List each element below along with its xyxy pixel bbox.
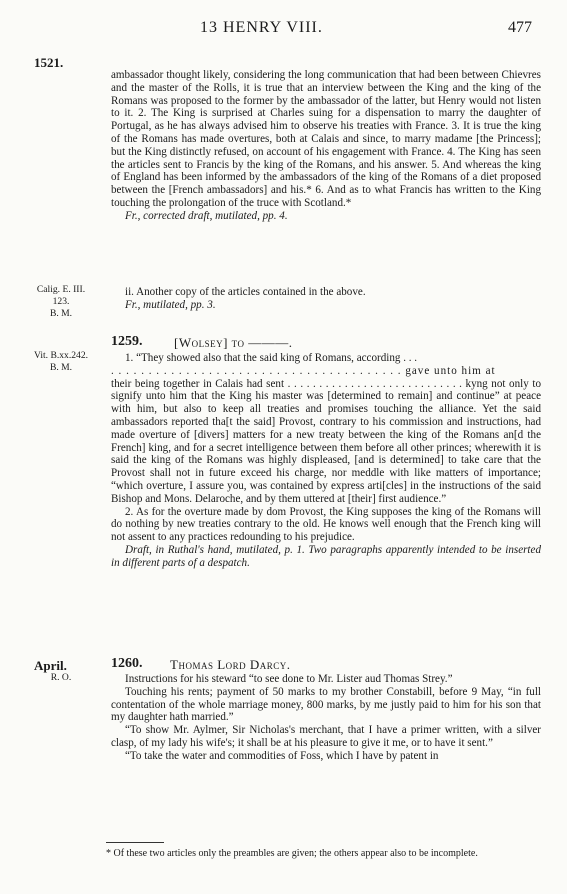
entry-1259-body [111, 352, 541, 570]
margin-year-1521: 1521. [34, 55, 64, 70]
paragraph-text: “To show Mr. Aylmer, Sir Nicholas's merchant, that I have a primer written, with a silver clasp, of my lady his wife's; it shall be at his pleasure to give it me, or to have it sent.” [111, 724, 541, 749]
paragraph-line: 1. “They showed also that the said king of Romans, according . . . [125, 352, 418, 364]
paragraph-line: . . . . . . . . . . . . . . . . . . . . . . . . . . . . . . . . . . . . . . . gave unto him at [111, 364, 496, 377]
footnote: * Of these two articles only the preambles are given; the others appear also to be incomplete. [106, 848, 478, 859]
manuscript-reference [26, 350, 96, 374]
entry-heading-1260: Thomas Lord Darcy. [170, 657, 291, 672]
manuscript-reference [26, 284, 96, 320]
copy-note-block [111, 286, 541, 312]
paragraph-text: 2. As for the overture made by dom Provost, the King supposes the king of the Romans will do nothing by new treaties contrary to the old. He knows well enough that the French king will not assent to any practices redounding to his prejudice. [111, 505, 541, 544]
copy-note-text: ii. Another copy of the articles contained in the above. [125, 286, 366, 298]
continuation-paragraph [111, 69, 541, 223]
paragraph-text: their being together in Calais had sent . . . . . . . . . . . . . . . . . . . . . . . . . . . . kyng not only to signify unto him that the King his master was [determined to remain] and continue” at peace with him, but also to keep all treaties and promises touching the alliance. Yet the said ambassadors reported tha[t the said] Provost, contrary to his commission and instructions, had made overture of [divers] matters for a new treaty between the king of the Romans an[d the French] king, and for a secret intelligence between them before all other princes; wherewith it is said the king of the Romans was highly displeased, [and is determined] to take care that the Provost shall not in future exceed his charge, nor meddle with like matters of importance; “which overture, I assure you, was contained by express arti[cles] in the instructions of the said Bishop and Mons. Delaroche, and by them uttered at [their] first audience.” [111, 377, 541, 505]
running-header-title: 13 HENRY VIII. [200, 19, 323, 36]
page-number: 477 [508, 19, 532, 36]
paragraph-text: Touching his rents; payment of 50 marks to my brother Constabill, before 9 May, “in full contentation of the whole marriage money, 800 marks, by me justly paid to him for his son that my daughter hath married.” [111, 685, 541, 724]
paragraph-text: ambassador thought likely, considering the long communication that had been between Chievres and the master of the Rolls, it is true that an interview between the King and the king of the Romans was proposed to the former by the ambassador of the latter, but Henry would not listen to it. 2. The King is surprised at Charles suing for a dispensation to marry the daughter of Portugal, as he has always advised him to observe his treaties with France. 3. It is true the king of the Romans has made overtures, both at Calais and since, to marry madame [the Princess]; but the King distinctly refused, on account of his engagement with France. 4. The King has seen the articles sent to Francis by the king of the Romans, and his answer. 5. And whereas the king of England has been informed by the ambassadors of the king of the Romans of a diet proposed between the [French ambassadors] and his.* 6. And as to what Francis has written to the King touching the prolongation of the truce with Scotland.* [111, 69, 541, 209]
paragraph-text: Instructions for his steward “to see done to Mr. Lister aud Thomas Strey.” [125, 673, 453, 685]
reference-line: 123. [52, 296, 70, 307]
entry-1260-body [111, 673, 541, 763]
reference-line: Calig. E. III. [36, 284, 86, 295]
source-note: Fr., corrected draft, mutilated, pp. 4. [125, 209, 288, 222]
paragraph-text: “To take the water and commodities of Foss, which I have by patent in [125, 749, 439, 762]
footnote-rule [106, 842, 164, 843]
reference-line: B. M. [49, 362, 73, 373]
source-note: Draft, in Ruthal's hand, mutilated, p. 1. Two paragraphs apparently intended to be inserted in different parts of a despatch. [111, 543, 541, 569]
manuscript-reference: R. O. [50, 672, 72, 683]
entry-heading-1259: [Wolsey] to ———. [174, 335, 293, 350]
source-note: Fr., mutilated, pp. 3. [125, 298, 216, 311]
reference-line: Vit. B.xx.242. [33, 350, 89, 361]
reference-line: B. M. [49, 308, 73, 319]
entry-number-1259: 1259. [111, 334, 143, 349]
entry-number-1260: 1260. [111, 656, 143, 671]
margin-month-april: April. [34, 658, 67, 673]
